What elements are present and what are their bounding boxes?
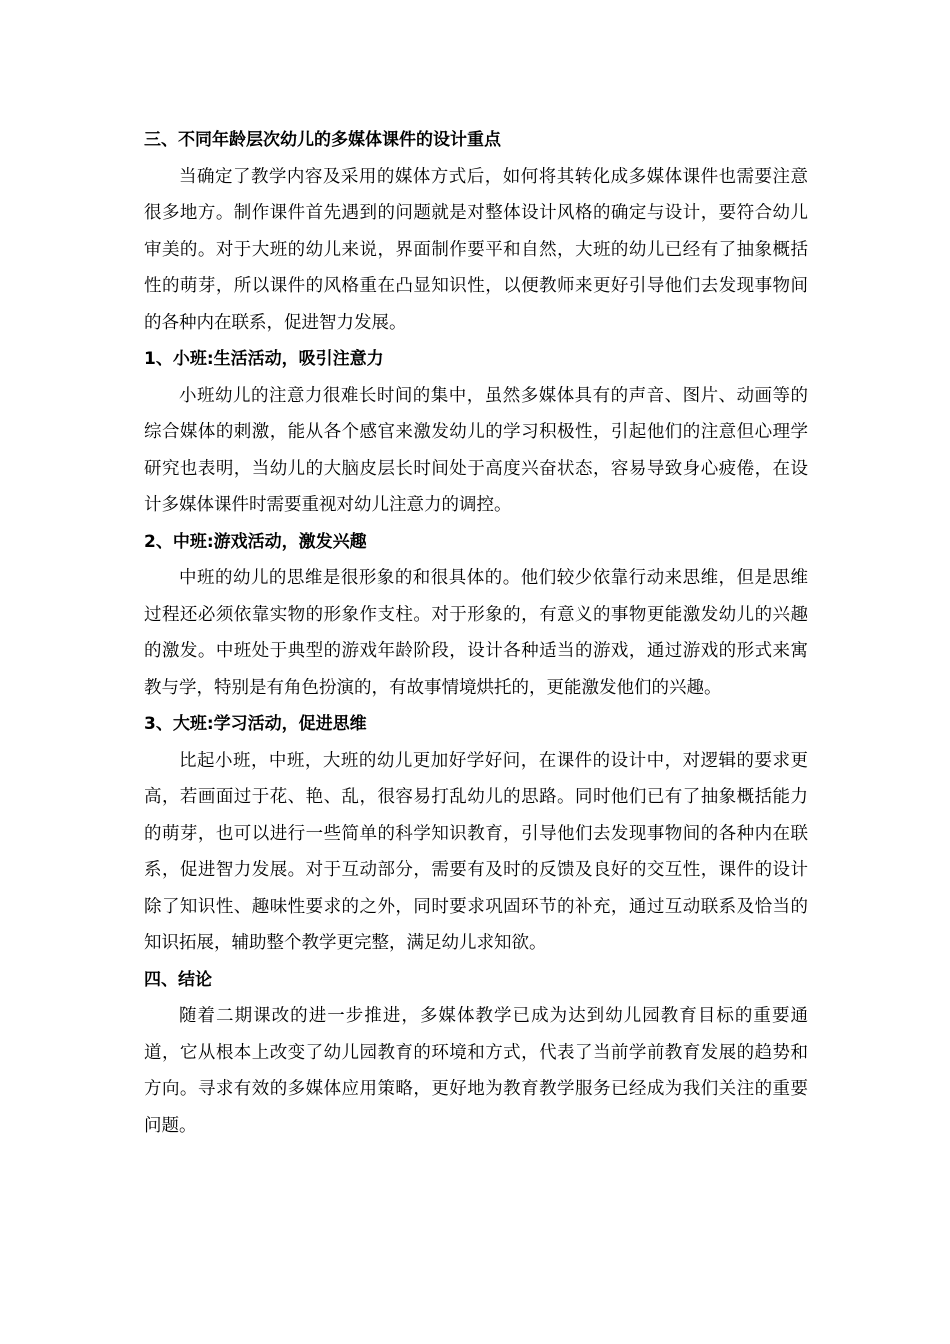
section-heading-3: 三、不同年龄层次幼儿的多媒体课件的设计重点 — [144, 130, 501, 150]
subsection-paragraph-small-class: 小班幼儿的注意力很难长时间的集中，虽然多媒体具有的声音、图片、动画等的综合媒体的刺激，能从各个感官来激发幼儿的学习积极性，引起他们的注意但心理学研究也表明，当幼儿的大脑皮层长时间处于高度兴奋状态，容易导致身心疲倦，在设计多媒体课件时需要重视对幼儿注意力的调控。 — [144, 385, 808, 515]
section-paragraph-3: 当确定了教学内容及采用的媒体方式后，如何将其转化成多媒体课件也需要注意很多地方。制作课件首先遇到的问题就是对整体设计风格的确定与设计，要符合幼儿审美的。对于大班的幼儿来说，界面制作要平和自然，大班的幼儿已经有了抽象概括性的萌芽，所以课件的风格重在凸显知识性，以便教师来更好引导他们去发现事物间的各种内在联系，促进智力发展。 — [144, 166, 808, 333]
section-paragraph-conclusion: 随着二期课改的进一步推进，多媒体教学已成为达到幼儿园教育目标的重要通道，它从根本上改变了幼儿园教育的环境和方式，代表了当前学前教育发展的趋势和方向。寻求有效的多媒体应用策略，更好地为教育教学服务已经成为我们关注的重要问题。 — [144, 1006, 808, 1136]
subsection-heading-middle-class: 2、中班:游戏活动，激发兴趣 — [144, 531, 367, 552]
section-heading-conclusion: 四、结论 — [144, 969, 212, 990]
document-body — [144, 122, 808, 1144]
subsection-heading-small-class: 1、小班:生活活动，吸引注意力 — [144, 349, 384, 369]
subsection-heading-large-class: 3、大班:学习活动，促进思维 — [144, 714, 367, 734]
subsection-paragraph-large-class: 比起小班，中班，大班的幼儿更加好学好问，在课件的设计中，对逻辑的要求更高，若画面过于花、艳、乱，很容易打乱幼儿的思路。同时他们已有了抽象概括能力的萌芽，也可以进行一些简单的科学知识教育，引导他们去发现事物间的各种内在联系，促进智力发展。对于互动部分，需要有及时的反馈及良好的交互性，课件的设计除了知识性、趣味性要求的之外，同时要求巩固环节的补充，通过互动联系及恰当的知识拓展，辅助整个教学更完整，满足幼儿求知欲。 — [144, 750, 808, 953]
subsection-paragraph-middle-class: 中班的幼儿的思维是很形象的和很具体的。他们较少依靠行动来思维，但是思维过程还必须依靠实物的形象作支柱。对于形象的，有意义的事物更能激发幼儿的兴趣的激发。中班处于典型的游戏年龄阶段，设计各种适当的游戏，通过游戏的形式来寓教与学，特别是有角色扮演的，有故事情境烘托的，更能激发他们的兴趣。 — [144, 568, 808, 698]
